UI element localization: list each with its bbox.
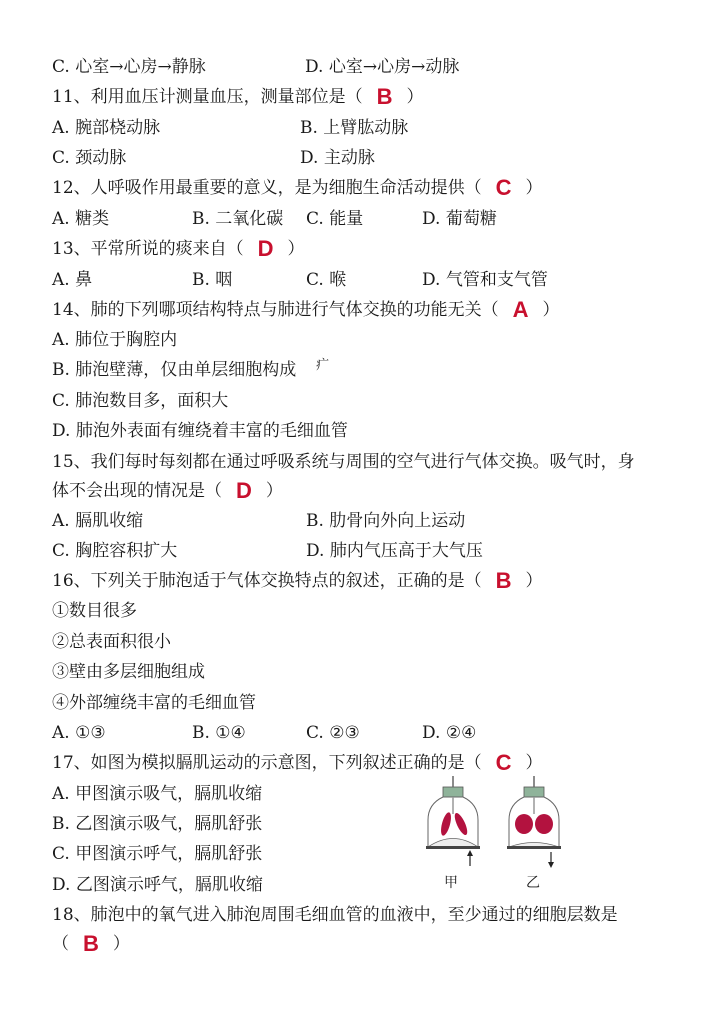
q15-option-a: A. 膈肌收缩 (52, 511, 144, 531)
q14-stem: 14、肺的下列哪项结构特点与肺进行气体交换的功能无关（ A ） (52, 297, 560, 322)
q10-option-c: C. 心室→心房→静脉 (52, 57, 206, 77)
q16-option-d: D. ②④ (422, 723, 477, 743)
q13-option-c: C. 喉 (306, 270, 347, 290)
q15-answer: D (236, 478, 252, 503)
q16-item-4: ④外部缠绕丰富的毛细血管 (52, 693, 256, 713)
q15-stem-line2: 体不会出现的情况是（ D ） (52, 478, 283, 503)
q13-answer: D (257, 236, 274, 261)
q10-option-d: D. 心室→心房→动脉 (305, 57, 460, 77)
q16-item-2: ②总表面积很小 (52, 632, 171, 652)
q14-option-c: C. 肺泡数目多，面积大 (52, 391, 229, 411)
q12-stem: 12、人呼吸作用最重要的意义，是为细胞生命活动提供（ C ） (52, 175, 543, 200)
q11-option-c: C. 颈动脉 (52, 148, 127, 168)
diaphragm-model-figure (420, 772, 580, 890)
q13-option-b: B. 咽 (192, 270, 233, 290)
q11-option-d: D. 主动脉 (300, 148, 375, 168)
q17-option-b: B. 乙图演示吸气，膈肌舒张 (52, 814, 263, 834)
q15-option-d: D. 肺内气压高于大气压 (306, 541, 483, 561)
q16-stem: 16、下列关于肺泡适于气体交换特点的叙述，正确的是（ B ） (52, 568, 543, 593)
q12-option-c: C. 能量 (306, 209, 364, 229)
q13-option-a: A. 鼻 (52, 270, 93, 290)
q12-option-d: D. 葡萄糖 (422, 209, 497, 229)
q13-stem: 13、平常所说的痰来自（ D ） (52, 236, 305, 261)
figure-caption-jia: 甲 (444, 875, 458, 891)
bell-jar-diagram (420, 772, 580, 872)
q14-option-d: D. 肺泡外表面有缠绕着丰富的毛细血管 (52, 421, 348, 441)
q17-option-a: A. 甲图演示吸气，膈肌收缩 (52, 784, 263, 804)
q17-option-d: D. 乙图演示呼气，膈肌收缩 (52, 875, 263, 895)
q13-option-d: D. 气管和支气管 (422, 270, 548, 290)
q17-stem: 17、如图为模拟膈肌运动的示意图，下列叙述正确的是（ C ） (52, 750, 543, 775)
q12-answer: C (495, 175, 512, 200)
q11-stem: 11、利用血压计测量血压，测量部位是（ B ） (52, 84, 424, 109)
q14-option-a: A. 肺位于胸腔内 (52, 330, 178, 350)
q17-answer: C (495, 750, 512, 775)
q15-option-c: C. 胸腔容积扩大 (52, 541, 178, 561)
q16-option-a: A. ①③ (52, 723, 106, 743)
q16-option-c: C. ②③ (306, 723, 360, 743)
q16-item-1: ①数目很多 (52, 601, 137, 621)
q16-answer: B (495, 568, 512, 593)
q14-option-b: B. 肺泡壁薄，仅由单层细胞构成 (52, 360, 297, 380)
q11-answer: B (376, 84, 393, 109)
jar-jia (426, 776, 480, 866)
jar-yi (507, 776, 561, 868)
q17-option-c: C. 甲图演示呼气，膈肌舒张 (52, 844, 263, 864)
stray-mark: 疒 (316, 358, 330, 373)
q12-option-b: B. 二氧化碳 (192, 209, 284, 229)
q12-option-a: A. 糖类 (52, 209, 110, 229)
q16-option-b: B. ①④ (192, 723, 246, 743)
q18-answer: B (83, 931, 99, 956)
q11-option-b: B. 上臂肱动脉 (300, 118, 409, 138)
q11-option-a: A. 腕部桡动脉 (52, 118, 161, 138)
q14-answer: A (512, 297, 529, 322)
q16-item-3: ③壁由多层细胞组成 (52, 662, 205, 682)
q15-option-b: B. 肋骨向外向上运动 (306, 511, 466, 531)
q18-stem: 18、肺泡中的氧气进入肺泡周围毛细血管的血液中，至少通过的细胞层数是 (52, 905, 618, 925)
q15-stem-line1: 15、我们每时每刻都在通过呼吸系统与周围的空气进行气体交换。吸气时，身 (52, 452, 635, 472)
q18-answer-line: （ B ） (52, 931, 130, 956)
figure-caption-yi: 乙 (526, 875, 540, 891)
